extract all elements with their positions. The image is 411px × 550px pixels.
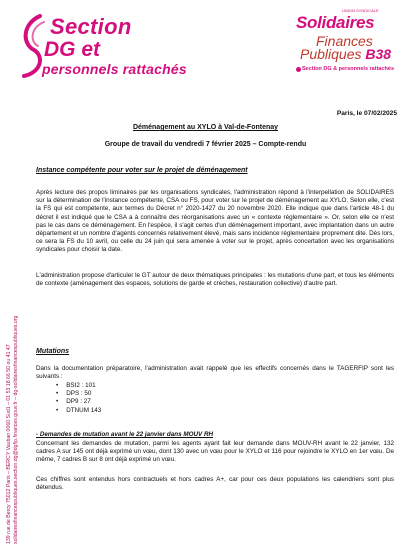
effectifs-list	[56, 382, 101, 415]
document-date: Paris, le 07/02/2025	[336, 110, 397, 117]
section2-paragraph3: Ces chiffres sont entendus hors contractuels et hors cadres A+, car pour ces deux populations les calendriers sont plus détendus.	[36, 476, 394, 492]
document-subtitle: Groupe de travail du vendredi 7 février 2025 – Compte-rendu	[104, 141, 307, 148]
list-item: • BSI2 : 101	[56, 382, 101, 390]
logo-left-line1: Section	[50, 14, 132, 39]
section2-paragraph1: Dans la documentation préparatoire, l'administration avait rappelé que les effectifs concernés dans le TAGERFIP sont les suivants :	[36, 365, 394, 381]
logo-right-line3	[300, 46, 391, 62]
section1-paragraph1: Après lecture des propos liminaires par les organisations syndicales, l'administration répond à l'interpellation de SOLIDAIRES sur la détermination de l'instance compétente, CSA ou FS, pour voter sur le projet de déménagement au XYLO. Selon elle, c'est la FS qui est compétente, aux termes du Décret n° 2020-1427 du 20 novembre 2020. Elle indique que dans l'article 48-1 du décret il est indiqué que le CSA a à connaître des réorganisations avec un « contexte réglementaire ». Or, selon elle ce n'est pas le cas dans ce déménagement. En l'espèce, il s'agit certes d'un déménagement important, avec implantation dans un autre département et un nombre d'agents concernés relativement élevé, mais sans incidence réglementaire proprement dite. Dès lors, ce sera la FS du 10 avril, ou celle du 24 juin qui sera amenée à voter sur le projet, après concertation avec les organisations syndicales pour choisir la date.	[36, 189, 394, 254]
section2-heading: Mutations	[36, 348, 70, 355]
list-item: • DP9 : 27	[56, 398, 101, 406]
document-title: Déménagement au XYLO à Val-de-Fontenay	[132, 124, 279, 131]
section-dg-logo	[18, 8, 188, 82]
logo-right-line3b: B38	[365, 46, 392, 62]
logo-right-line4: Section DG & personnels rattachés	[302, 66, 394, 72]
solidaires-finances-publiques-logo	[296, 8, 406, 86]
contact-sidebar	[4, 260, 22, 548]
section2-paragraph2: Concernant les demandes de mutation, parmi les agents ayant fait leur demande dans MOUV-RH avant le 22 janvier, 132 cadres A sur 145 ont déjà exprimé un vœu, dont 130 avec un vœu pour le XYLO et 116 pour rejoindre le XYLO en 1er vœu. De même, 7 cadres B sur 8 ont déjà exprimé un vœu.	[36, 440, 394, 464]
logo-right-line3a: Publiques	[300, 46, 362, 62]
sidebar-address: 139 rue de Bercy 75012 Paris – BERCY Vauban 0060 Sud1 – 01 53 18 66 50 ou 41 47	[6, 344, 12, 544]
list-item: • DTNUM 143	[56, 407, 101, 415]
section2-subheading: - Demandes de mutation avant le 22 janvier dans MOUV RH	[36, 431, 214, 438]
logo-right-line1: Solidaires	[296, 13, 375, 32]
logo-right-tagline: UNION SYNDICALE	[342, 8, 379, 13]
bullet-icon	[296, 67, 301, 72]
logo-left-line2: DG et	[44, 38, 101, 61]
logo-right-line2: Finances	[316, 33, 373, 49]
section1-heading: Instance compétente pour voter sur le projet de déménagement	[36, 167, 248, 174]
list-item: • DPS : 50	[56, 390, 101, 398]
section1-paragraph2: L'administration propose d'articuler le GT autour de deux thématiques principales : les mutations d'une part, et tous les éléments de contexte (aménagement des espaces, solutions de garde et crèches, restauration collective) d'autre part.	[36, 272, 394, 288]
logo-left-line3: personnels rattachés	[42, 61, 187, 77]
sidebar-email: solidairesfinancespubliques.section.dg@dgfip.finances.gouv.fr – dg-solidairesfinancespubliques.org	[13, 315, 19, 544]
